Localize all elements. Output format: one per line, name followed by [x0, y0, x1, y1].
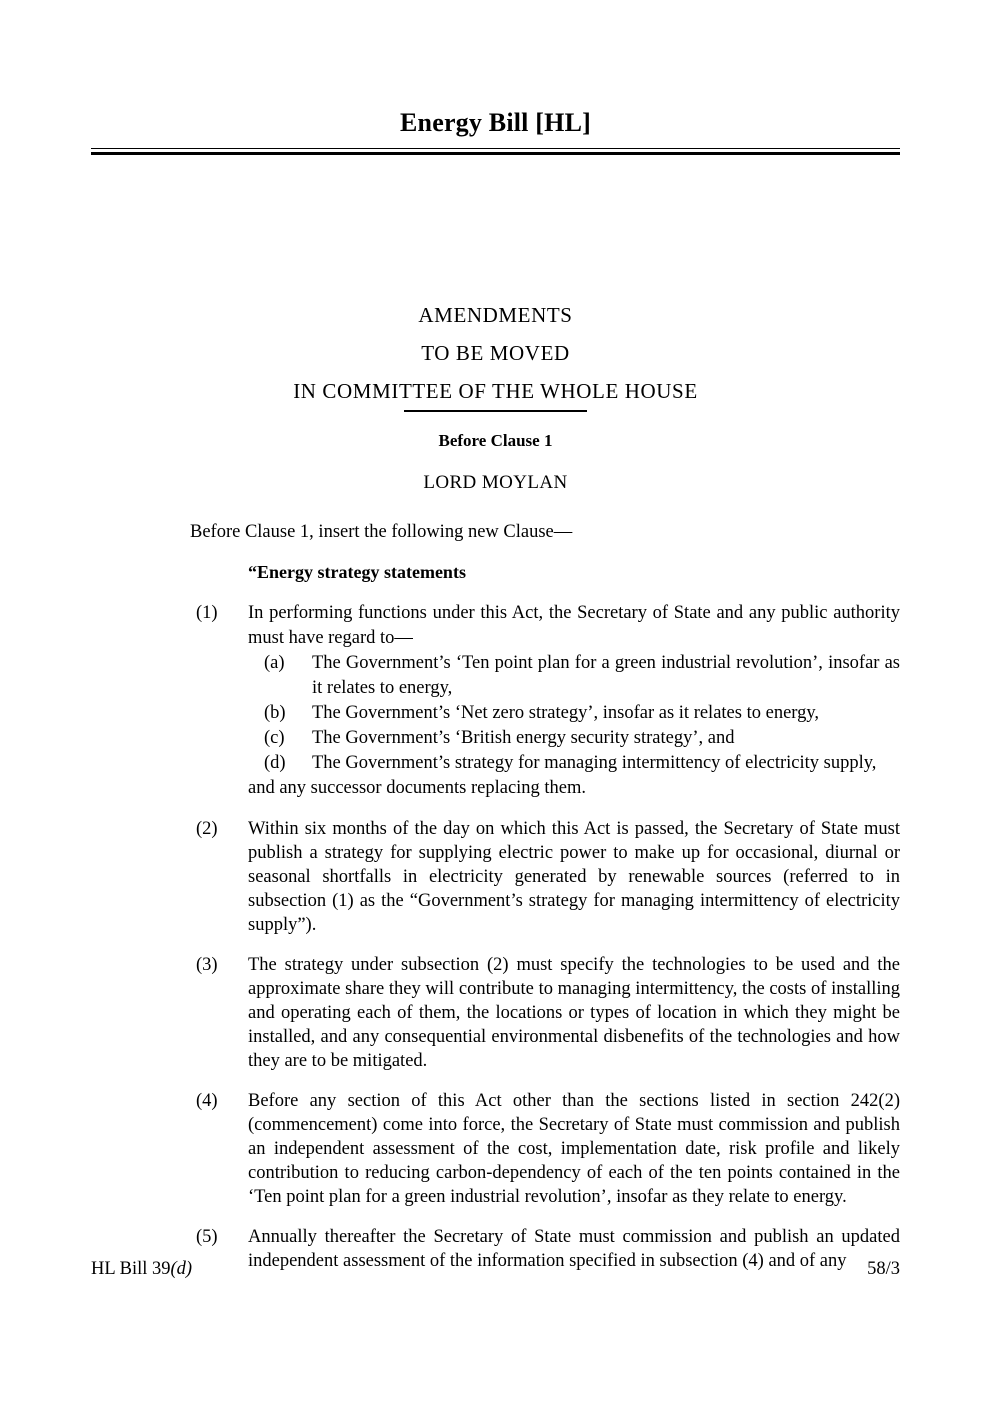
- bill-reference-main: HL Bill 39: [91, 1259, 171, 1279]
- subsection: [0, 1089, 991, 1209]
- subsection-text: Before any section of this Act other than the sections listed in section 242(2) (commencement) come into force, the Secretary of State must commission and publish an independent assessment of the cost, implementation date, risk profile and likely contribution to reducing carbon-dependency of each of the ten points contained in the ‘Ten point plan for a green industrial revolution’, insofar as they relate to energy.: [248, 1091, 900, 1207]
- lettered-list: [248, 651, 900, 776]
- list-item-text: The Government’s ‘Net zero strategy’, insofar as it relates to energy,: [312, 703, 820, 723]
- heading-amendments: AMENDMENTS: [418, 303, 573, 327]
- list-item-letter: (c): [264, 728, 285, 748]
- subsection-number: (5): [196, 1227, 218, 1247]
- list-item: [248, 726, 900, 751]
- list-item-letter: (a): [264, 653, 285, 673]
- page-reference: 58/3: [867, 1259, 900, 1279]
- title-rule-thin: [91, 148, 900, 149]
- list-item: [248, 651, 900, 701]
- amendment-body: [0, 519, 991, 1273]
- section-divider-rule: [404, 410, 587, 412]
- list-item-text: The Government’s ‘British energy security strategy’, and: [312, 728, 735, 748]
- subsection-number: (3): [196, 955, 218, 975]
- lead-instruction: Before Clause 1, insert the following new Clause—: [190, 522, 573, 542]
- heading-to-be-moved: TO BE MOVED: [421, 341, 570, 365]
- list-item-letter: (b): [264, 703, 286, 723]
- bill-reference-suffix: (d): [170, 1259, 193, 1279]
- subsection: [0, 817, 991, 937]
- title-rule-thick: [91, 152, 900, 155]
- subsection-text: Within six months of the day on which this Act is passed, the Secretary of State must publish a strategy for supplying electric power to make up for occasional, diurnal or seasonal shortfalls in electricity generated by renewable sources (referred to in subsection (1) as the “Government’s strategy for managing intermittency of electricity supply”).: [248, 819, 900, 935]
- bill-reference: [91, 1259, 192, 1280]
- subsection: [0, 601, 991, 801]
- page-footer: [91, 1259, 900, 1280]
- subsection-number: (1): [196, 603, 218, 623]
- subsection-text: Annually thereafter the Secretary of State must commission and publish an updated independent assessment of the information specified in subsection (4) and of any: [248, 1227, 900, 1271]
- subsection-text: In performing functions under this Act, the Secretary of State and any public authority must have regard to—: [248, 603, 900, 648]
- clause-marker-heading: Before Clause 1: [438, 431, 553, 450]
- list-item: [248, 701, 900, 726]
- page-title: Energy Bill [HL]: [400, 108, 591, 137]
- subsection-closing-text: and any successor documents replacing them.: [248, 778, 587, 798]
- subsection-text: The strategy under subsection (2) must specify the technologies to be used and the approximate share they will contribute to managing intermittency, the costs of installing and operating each of them, the locations or types of location in which they might be installed, and any consequential environmental disbenefits of the technologies and how they are to be mitigated.: [248, 955, 900, 1071]
- heading-in-committee: IN COMMITTEE OF THE WHOLE HOUSE: [293, 379, 698, 403]
- member-name: LORD MOYLAN: [423, 472, 568, 493]
- subsection: [0, 953, 991, 1073]
- new-clause-heading: “Energy strategy statements: [248, 562, 466, 582]
- subsection-number: (4): [196, 1091, 218, 1111]
- list-item: [248, 751, 900, 776]
- list-item-letter: (d): [264, 753, 286, 773]
- list-item-text: The Government’s ‘Ten point plan for a green industrial revolution’, insofar as it relates to energy,: [312, 653, 900, 698]
- list-item-text: The Government’s strategy for managing intermittency of electricity supply,: [312, 753, 877, 773]
- subsection-number: (2): [196, 819, 218, 839]
